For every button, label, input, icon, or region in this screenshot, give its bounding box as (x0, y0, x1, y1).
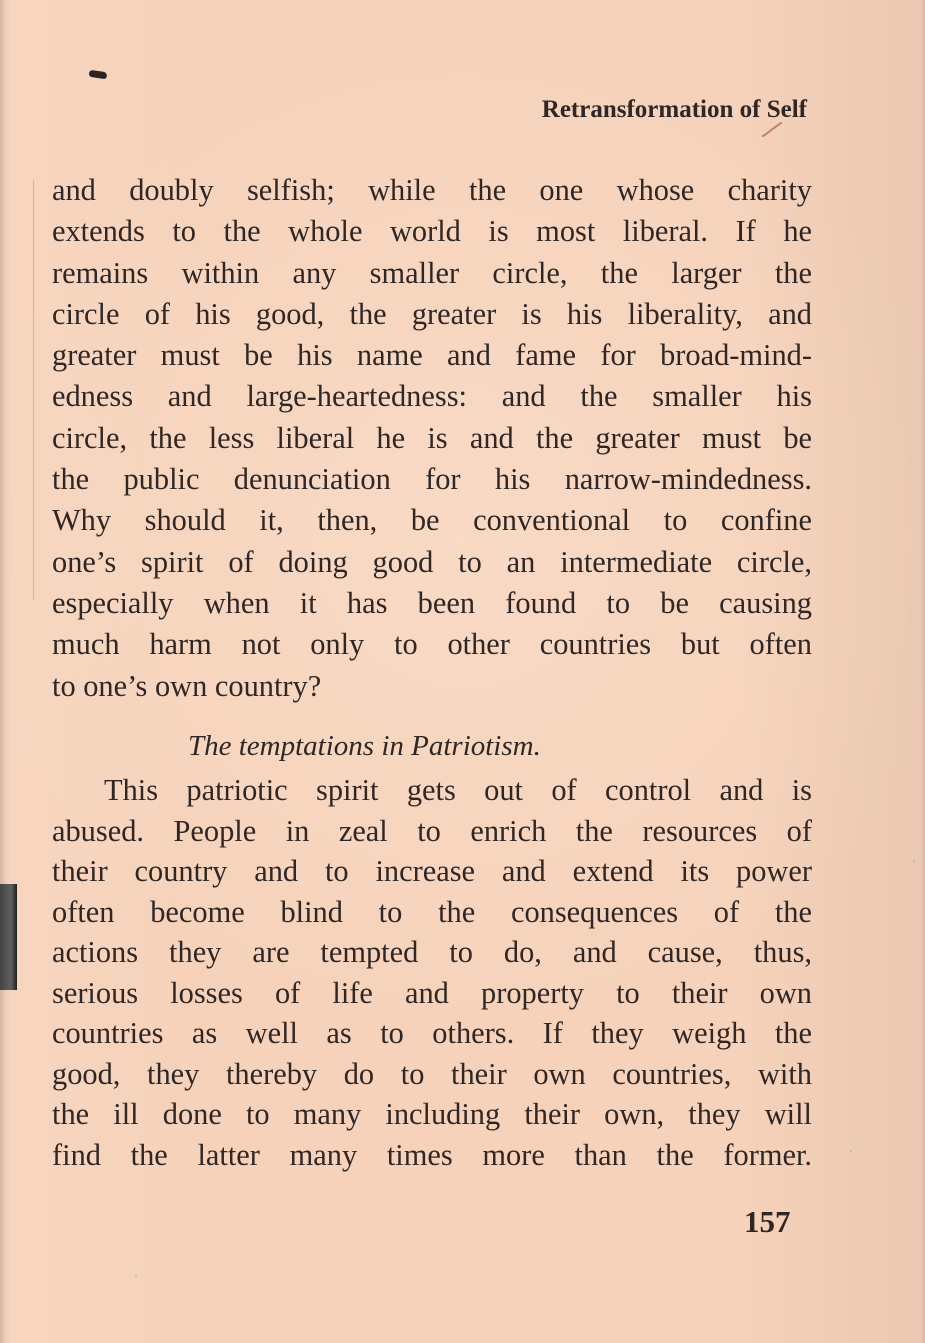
text-line: often become blind to the consequences of the (52, 894, 812, 929)
text-line: especially when it has been found to be causing (52, 585, 812, 620)
paper-speck (850, 1150, 852, 1152)
text-line: find the latter many times more than the former. (52, 1137, 812, 1172)
paragraph-2 (52, 770, 812, 1175)
pencil-mark-icon (761, 118, 784, 140)
text-line: remains within any smaller circle, the larger the (52, 255, 812, 290)
text-line: the ill done to many including their own, they will (52, 1097, 812, 1131)
text-line: good, they thereby do to their own countries, with (52, 1056, 812, 1091)
text-line: countries as well as to others. If they weigh the (52, 1016, 812, 1050)
text-line: one’s spirit of doing good to an intermediate circle, (52, 544, 812, 579)
text-line: serious losses of life and property to their own (52, 975, 812, 1010)
right-edge-shadow (921, 0, 925, 1343)
text-line: the public denunciation for his narrow-mindedness. (52, 462, 812, 497)
text-line: much harm not only to other countries but often (52, 627, 812, 662)
margin-line (33, 180, 34, 600)
text-line: This patriotic spirit gets out of control and is (104, 773, 812, 807)
ink-mark-icon (89, 70, 108, 79)
paragraph-1 (52, 170, 812, 707)
text-line: greater must be his name and fame for broad-mind- (52, 338, 812, 373)
text-line: their country and to increase and extend its power (52, 854, 812, 888)
text-line: to one’s own country? (52, 668, 322, 703)
text-line: abused. People in zeal to enrich the resources of (52, 813, 812, 848)
text-line: Why should it, then, be conventional to confine (52, 503, 812, 538)
spine-shadow (0, 0, 10, 1343)
running-head: Retransformation of Self (541, 96, 807, 123)
text-line: circle, the less liberal he is and the greater must be (52, 420, 812, 455)
text-line: extends to the whole world is most liberal. If he (52, 214, 812, 249)
paper-speck (729, 1045, 731, 1047)
section-heading: The temptations in Patriotism. (188, 730, 541, 762)
paper-speck (135, 1275, 137, 1277)
edge-mark (0, 884, 17, 990)
text-line: edness and large-heartedness: and the smaller his (52, 379, 812, 414)
text-line: and doubly selfish; while the one whose charity (52, 173, 812, 207)
page-number: 157 (744, 1204, 791, 1239)
text-line: circle of his good, the greater is his liberality, and (52, 296, 812, 331)
paper-speck (913, 860, 915, 862)
text-line: actions they are tempted to do, and cause, thus, (52, 935, 812, 969)
